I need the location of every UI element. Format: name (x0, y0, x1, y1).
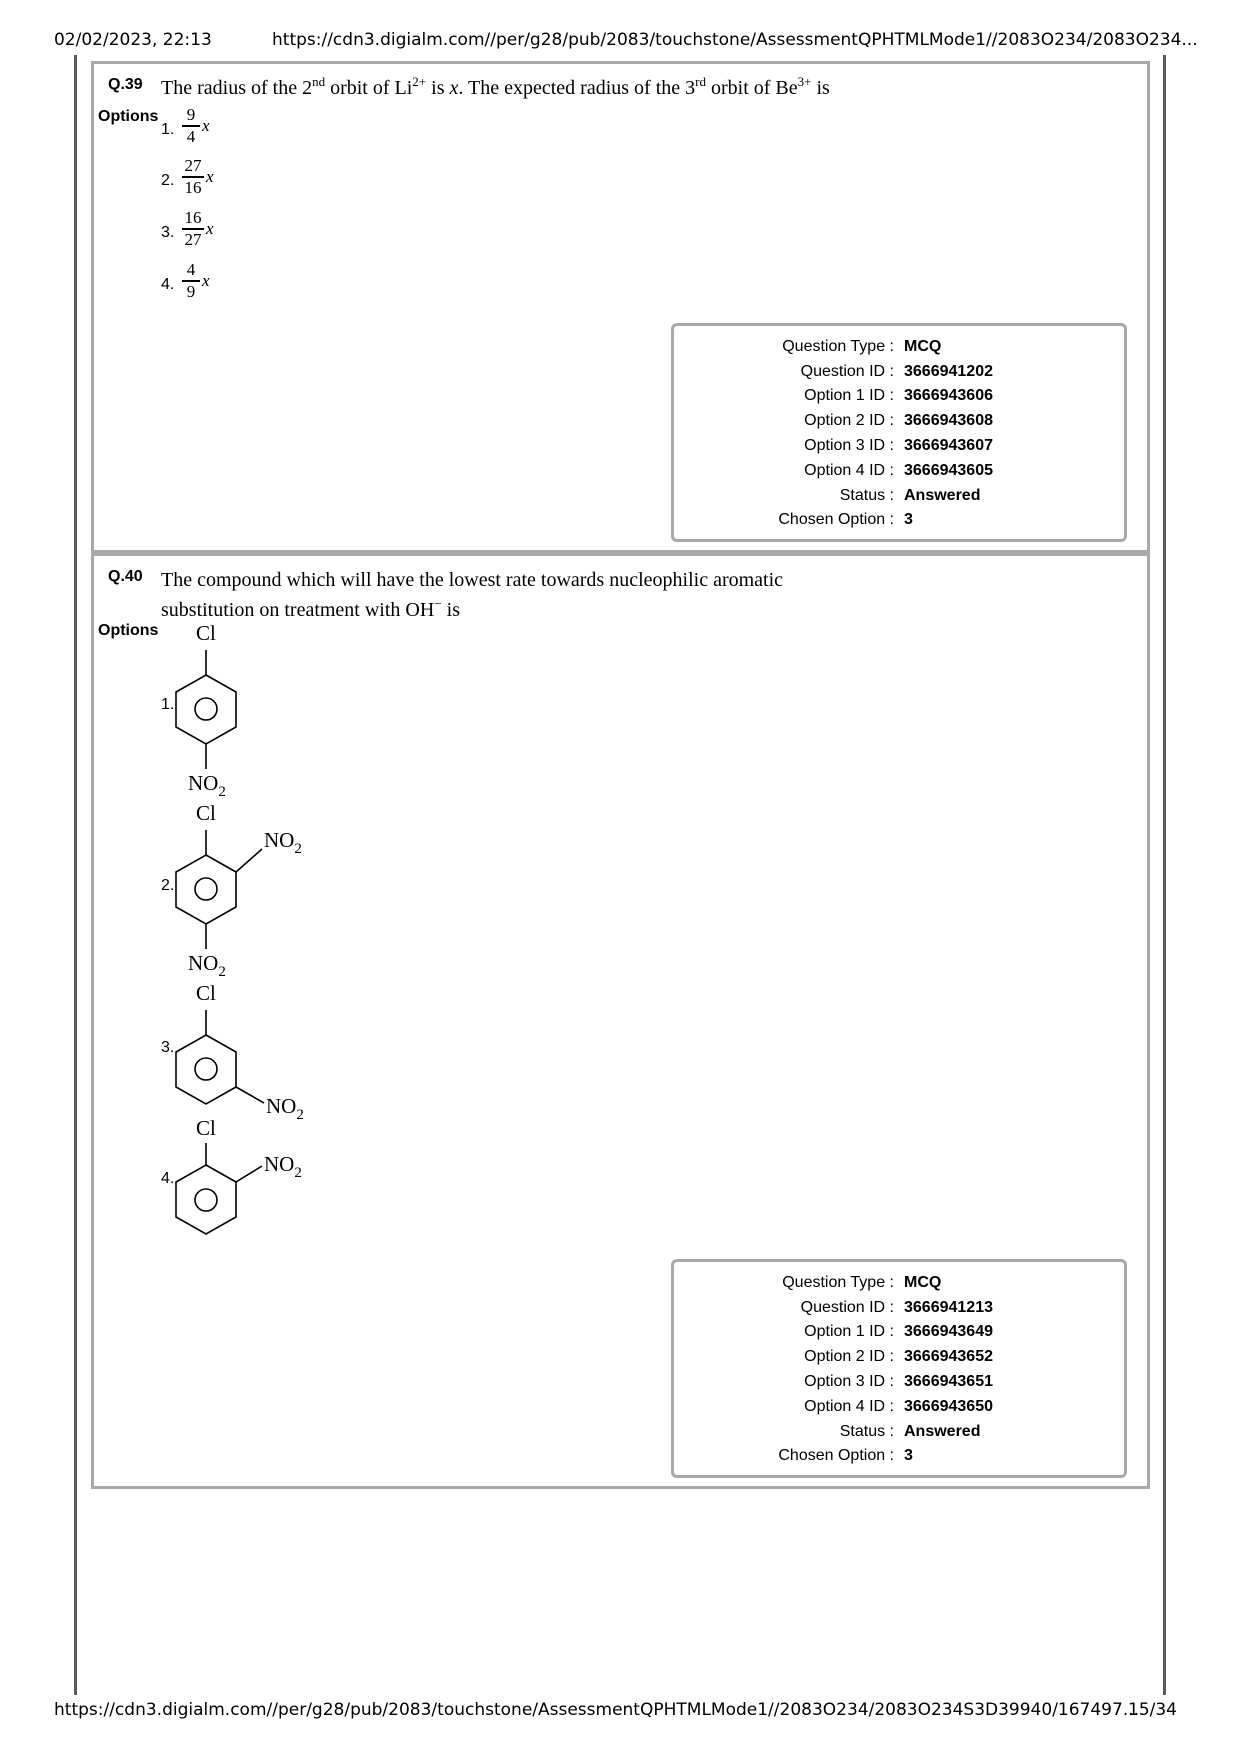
page-number: 15/34 (1128, 1700, 1177, 1720)
question-text-line-2: substitution on treatment with OH− is (161, 596, 460, 621)
question-number: Q.40 (108, 568, 143, 585)
print-header-url: https://cdn3.digialm.com//per/g28/pub/2083/touchstone/AssessmentQPHTMLMode1//2083O234/2083O234... (272, 30, 1198, 50)
option-3-number: 3. (161, 1039, 175, 1056)
option-4-fraction: 4 9 x (182, 261, 200, 301)
option-1-fraction: 9 4 x (182, 106, 200, 146)
question-number: Q.39 (108, 76, 143, 93)
nitro-label: $NO_2$ (188, 771, 226, 800)
option-4-number: 4. (161, 1170, 175, 1187)
question-text-line-1: The compound which will have the lowest rate towards nucleophilic aromatic (161, 569, 784, 591)
left-page-border (74, 55, 77, 1695)
print-footer-url: https://cdn3.digialm.com//per/g28/pub/2083/touchstone/AssessmentQPHTMLMode1//2083O234/2083O234S3D39940/167497... (54, 1700, 1140, 1720)
nitro-ortho-label: $NO_2$ (264, 828, 302, 857)
option-2-number: 2. (161, 877, 175, 894)
option-1-number: 1. (161, 121, 175, 138)
chlorine-label: Cl (196, 621, 216, 645)
nitro-meta-label: $NO_2$ (266, 1094, 304, 1123)
nitro-para-label: $NO_2$ (188, 951, 226, 980)
chlorine-label: Cl (196, 981, 216, 1005)
chlorine-label: Cl (196, 1116, 216, 1140)
options-label: Options (98, 622, 159, 639)
nitro-ortho-label: $NO_2$ (264, 1152, 302, 1181)
structure-3-chloronitrobenzene (170, 975, 340, 1125)
print-datetime: 02/02/2023, 22:13 (54, 30, 212, 50)
question-39-details: Question Type : MCQ Question ID : 3666941202 Option 1 ID : 3666943606 Option 2 ID : 3666943608 Option 3 ID : 3666943607 Option 4 ID : 3666943605 Status : Answered Chosen Option : 3 (671, 323, 1127, 542)
question-text: The radius of the 2nd orbit of $Li^{2+}$ is x. The expected radius of the 3rd orbit of $Be^{3+}$ is (161, 74, 830, 99)
structure-2-chloronitrobenzene (170, 1115, 340, 1255)
option-4-number: 4. (161, 276, 175, 293)
option-3-number: 3. (161, 224, 175, 241)
option-2-number: 2. (161, 172, 175, 189)
option-2-fraction: 27 16 x (182, 157, 204, 197)
question-40-details: Question Type : MCQ Question ID : 3666941213 Option 1 ID : 3666943649 Option 2 ID : 3666943652 Option 3 ID : 3666943651 Option 4 ID : 3666943650 Status : Answered Chosen Option : 3 (671, 1259, 1127, 1478)
chlorine-label: Cl (196, 801, 216, 825)
right-page-border (1163, 55, 1166, 1695)
options-label: Options (98, 108, 159, 125)
structure-4-chloronitrobenzene (170, 615, 310, 800)
option-1-number: 1. (161, 696, 175, 713)
structure-2-4-dinitrochlorobenzene (170, 795, 340, 980)
option-3-fraction: 16 27 x (182, 209, 204, 249)
